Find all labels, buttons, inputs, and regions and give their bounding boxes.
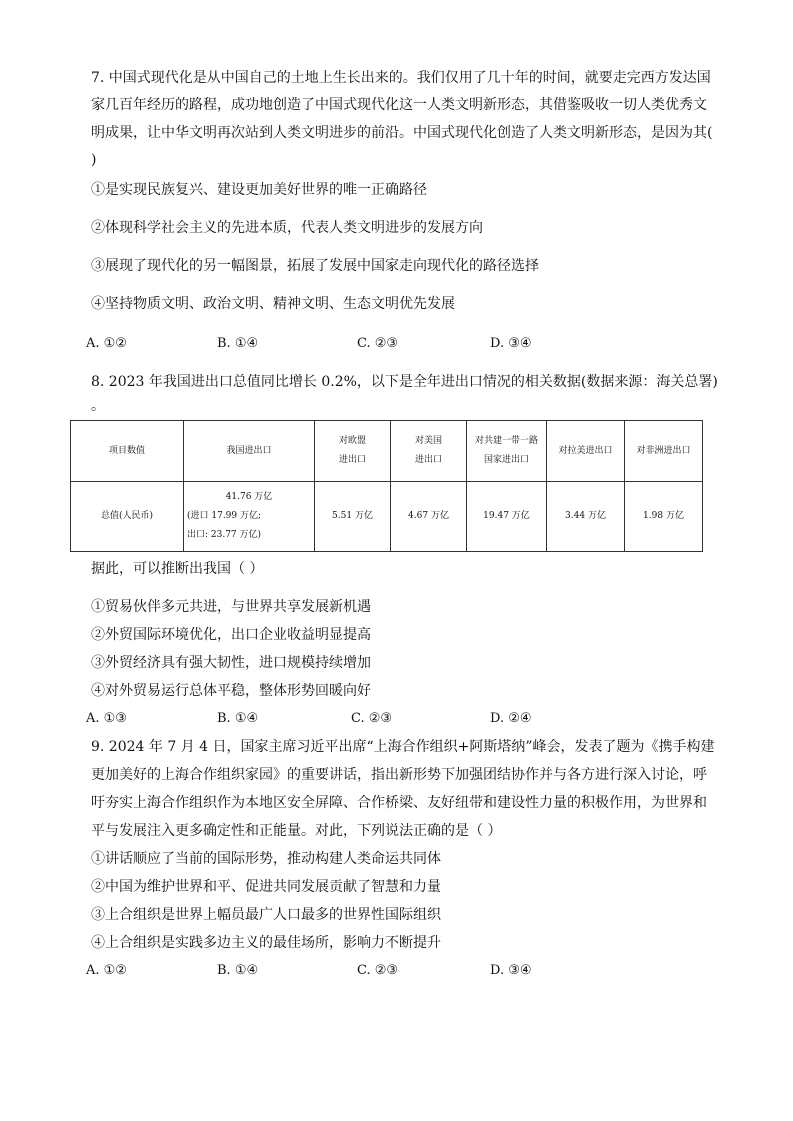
q7-line-3: 明成果，让中华文明再次站到人类文明进步的前沿。中国式现代化创造了人类文明新形态，是因为其( <box>91 125 713 141</box>
table-row-label: 总值(人民币) <box>71 482 184 552</box>
q9-line-2: 更加美好的上海合作组织家园》的重要讲话，指出新形势下加强团结协作并与各方进行深入讨论，呼 <box>91 767 707 783</box>
q9-statement-1: ①讲话顺应了当前的国际形势，推动构建人类命运共同体 <box>91 851 441 867</box>
q9-statement-3: ③上合组织是世界上幅员最广人口最多的世界性国际组织 <box>91 907 441 923</box>
q7-statement-4: ④坚持物质文明、政治文明、精神文明、生态文明优先发展 <box>91 296 455 312</box>
table-header: 对美国 进出口 <box>391 421 467 482</box>
q9-line-1: 9. 2024 年 7 月 4 日，国家主席习近平出席“上海合作组织+阿斯塔纳”峰会，发表了题为《携手构建 <box>91 739 715 755</box>
total-import: (进口 17.99 万亿; <box>187 511 262 521</box>
q7-option-c[interactable]: C. ②③ <box>357 336 399 351</box>
table-header: 项目数值 <box>71 421 184 482</box>
q8-statement-4: ④对外贸易运行总体平稳，整体形势回暖向好 <box>91 683 371 699</box>
table-cell: 4.67 万亿 <box>391 482 467 552</box>
q8-statement-2: ②外贸国际环境优化，出口企业收益明显提高 <box>91 627 371 643</box>
total-export: 出口: 23.77 万亿) <box>187 530 262 540</box>
q7-statement-1: ①是实现民族复兴、建设更加美好世界的唯一正确路径 <box>91 182 427 198</box>
q8-option-d[interactable]: D. ②④ <box>490 711 532 726</box>
q7-line-1: 7. 中国式现代化是从中国自己的土地上生长出来的。我们仅用了几十年的时间，就要走完西方发达国 <box>91 70 711 86</box>
q7-line-4: ) <box>91 152 97 168</box>
q8-line-2: 。 <box>91 398 105 414</box>
q8-option-b[interactable]: B. ①④ <box>217 711 259 726</box>
table-header: 对非洲进出口 <box>625 421 703 482</box>
q9-statement-2: ②中国为维护世界和平、促进共同发展贡献了智慧和力量 <box>91 879 441 895</box>
q9-option-b[interactable]: B. ①④ <box>217 963 259 978</box>
q9-line-3: 吁夯实上海合作组织作为本地区安全屏障、合作桥梁、友好纽带和建设性力量的积极作用，为世界和 <box>91 795 707 811</box>
q8-statement-1: ①贸易伙伴多元共进，与世界共享发展新机遇 <box>91 599 371 615</box>
table-cell: 5.51 万亿 <box>315 482 391 552</box>
total-value: 41.76 万亿 <box>225 492 273 502</box>
table-cell: 3.44 万亿 <box>547 482 625 552</box>
q9-statement-4: ④上合组织是实践多边主义的最佳场所，影响力不断提升 <box>91 935 441 951</box>
table-cell-total <box>184 482 315 552</box>
q8-line-1: 8. 2023 年我国进出口总值同比增长 0.2%，以下是全年进出口情况的相关数据(数据来源：海关总署) <box>91 374 718 390</box>
table-header: 对拉美进出口 <box>547 421 625 482</box>
q8-option-c[interactable]: C. ②③ <box>351 711 393 726</box>
q7-option-d[interactable]: D. ③④ <box>490 336 532 351</box>
table-header: 对欧盟 进出口 <box>315 421 391 482</box>
table-header: 我国进出口 <box>184 421 315 482</box>
trade-data-table <box>70 420 703 552</box>
table-cell: 1.98 万亿 <box>625 482 703 552</box>
q7-statement-2: ②体现科学社会主义的先进本质，代表人类文明进步的发展方向 <box>91 220 483 236</box>
table-header: 对共建一带一路 国家进出口 <box>467 421 547 482</box>
table-header-row <box>71 421 703 482</box>
table-cell: 19.47 万亿 <box>467 482 547 552</box>
q7-statement-3: ③展现了现代化的另一幅图景，拓展了发展中国家走向现代化的路径选择 <box>91 258 539 274</box>
q7-option-b[interactable]: B. ①④ <box>217 336 259 351</box>
q8-option-a[interactable]: A. ①③ <box>86 711 127 726</box>
q7-line-2: 家几百年经历的路程，成功地创造了中国式现代化这一人类文明新形态，其借鉴吸收一切人类优秀文 <box>91 97 707 113</box>
q9-option-d[interactable]: D. ③④ <box>490 963 532 978</box>
q9-line-4: 平与发展注入更多确定性和正能量。对此，下列说法正确的是（ ） <box>91 823 502 839</box>
q9-option-c[interactable]: C. ②③ <box>357 963 399 978</box>
table-row <box>71 482 703 552</box>
q7-option-a[interactable]: A. ①② <box>86 336 127 351</box>
q9-option-a[interactable]: A. ①② <box>86 963 127 978</box>
q8-statement-3: ③外贸经济具有强大韧性，进口规模持续增加 <box>91 655 371 671</box>
q8-prompt: 据此，可以推断出我国（ ） <box>91 561 264 577</box>
